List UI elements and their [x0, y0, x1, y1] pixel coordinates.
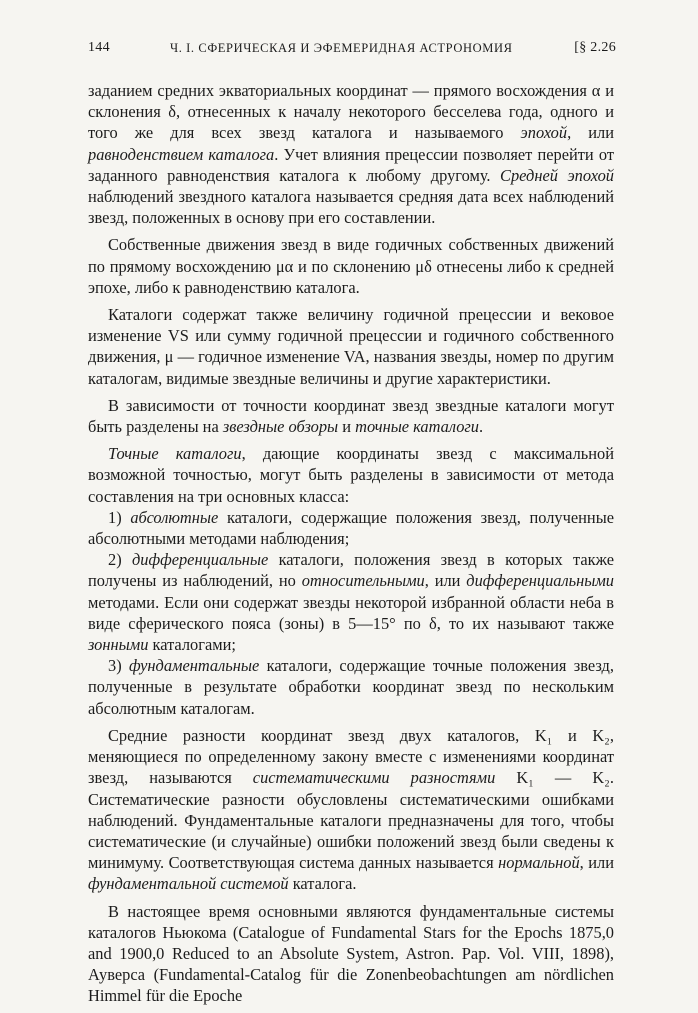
- list-item-2: 2) дифференциальные каталоги, положения звезд в которых также получены из наблюдений, но относительными, или дифференциальными методами. Если они содержат звезды некоторой избранной области неба в виде сферического пояса (зоны) в 5—15° по δ, то их называют также зонными каталогами;: [88, 550, 614, 655]
- paragraph-2: Собственные движения звезд в виде годичных собственных движений по прямому восхождению μα и по склонению μδ отнесены либо к средней эпохе, либо к равноденствию каталога.: [88, 235, 614, 297]
- running-title: Ч. I. СФЕРИЧЕСКАЯ И ЭФЕМЕРИДНАЯ АСТРОНОМИЯ: [170, 41, 513, 55]
- list-item-3: 3) фундаментальные каталоги, содержащие точные положения звезд, полученные в результате обработки координат звезд по нескольким абсолютным каталогам.: [88, 656, 614, 718]
- paragraph-4: В зависимости от точности координат звезд звездные каталоги могут быть разделены на звездные обзоры и точные каталоги.: [88, 395, 614, 437]
- paragraph-1: заданием средних экваториальных координат — прямого восхождения α и склонения δ, отнесенных к началу некоторого бесселева года, одного и того же для всех звезд каталога и называемого эпохой, или равноденствием каталога. Учет влияния прецессии позволяет перейти от заданного равноденствия каталога к любому другому. Средней эпохой наблюдений звездного каталога называется средняя дата всех наблюдений звезд, положенных в основу при его составлении.: [88, 81, 614, 228]
- list-item-1: 1) абсолютные каталоги, содержащие положения звезд, полученные абсолютными методами наблюдения;: [88, 507, 614, 549]
- paragraph-3: Каталоги содержат также величину годичной прецессии и вековое изменение VS или сумму годичной прецессии и годичного собственного движения, μ — годичное изменение VA, названия звезды, номер по другим каталогам, видимые звездные величины и другие характеристики.: [88, 305, 614, 388]
- paragraph-6: Средние разности координат звезд двух каталогов, K₁ и K₂, меняющиеся по определенному закону вместе с изменениями координат звезд, называются систематическими разностями K₁ — K₂. Систематические разности обусловлены систематическими ошибками наблюдений. Фундаментальные каталоги предназначены для того, чтобы систематические (и случайные) ошибки положений звезд были сведены к минимуму. Соответствующая система данных называется нормальной, или фундаментальной системой каталога.: [88, 725, 614, 894]
- paragraph-5: Точные каталоги, дающие координаты звезд с максимальной возможной точностью, могут быть разделены в зависимости от метода составления на три основных класса:: [88, 444, 614, 506]
- paragraph-7: В настоящее время основными являются фундаментальные системы каталогов Ньюкома (Catalogue of Fundamental Stars for the Epochs 1875,0 and 1900,0 Reduced to an Absolute System, Astron. Pap. Vol. VIII, 1898), Ауверса (Fundamental-Catalog für die Zonenbeobachtungen am nördlichen Himmel für die Epoche: [88, 901, 614, 1006]
- page-body: [88, 80, 614, 1013]
- section-number: [§ 2.26: [574, 40, 616, 55]
- page-number: 144: [88, 40, 110, 55]
